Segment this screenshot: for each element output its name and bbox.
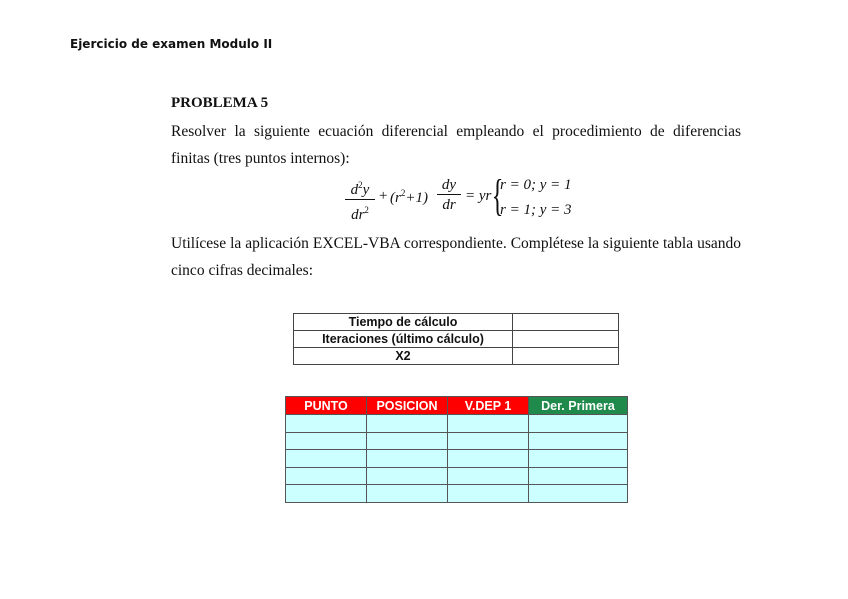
cell[interactable] <box>367 450 448 468</box>
cell[interactable] <box>286 432 367 450</box>
left-brace-icon: { <box>491 171 504 220</box>
plus-sign: + <box>378 188 389 204</box>
cell[interactable] <box>286 485 367 503</box>
boundary-condition-2: r = 1; y = 3 <box>500 202 572 218</box>
problem-statement: Resolver la siguiente ecuación diferencial empleando el procedimiento de diferencias finitas (tres puntos internos): <box>171 123 741 167</box>
cell[interactable] <box>448 432 529 450</box>
cell[interactable] <box>448 485 529 503</box>
cell[interactable] <box>367 467 448 485</box>
table-row <box>286 450 628 468</box>
header-punto: PUNTO <box>286 397 367 415</box>
cell[interactable] <box>448 450 529 468</box>
cell[interactable] <box>529 450 628 468</box>
problem-title: PROBLEMA 5 <box>171 95 269 111</box>
header-vdep1: V.DEP 1 <box>448 397 529 415</box>
table-row <box>294 314 619 331</box>
results-summary-table <box>293 313 619 365</box>
header-der-primera: Der. Primera <box>529 397 628 415</box>
row-label: Iteraciones (último cálculo) <box>294 331 513 348</box>
cell[interactable] <box>529 467 628 485</box>
second-derivative-fraction: $\frac{d^2y}{dr^2}$ <box>345 176 375 225</box>
cell[interactable] <box>286 415 367 433</box>
cell[interactable] <box>367 485 448 503</box>
table-row <box>286 467 628 485</box>
cell[interactable] <box>448 467 529 485</box>
cell[interactable] <box>367 415 448 433</box>
table-row <box>294 348 619 365</box>
boundary-condition-1: r = 0; y = 1 <box>500 177 572 193</box>
table-row <box>286 485 628 503</box>
cell[interactable] <box>286 450 367 468</box>
table-row <box>286 432 628 450</box>
r-squared-term: $(r^2+1)$ <box>390 188 428 206</box>
cell[interactable] <box>529 485 628 503</box>
cell[interactable] <box>529 415 628 433</box>
equals-yr: = yr <box>465 188 492 204</box>
row-value-cell[interactable] <box>513 348 619 365</box>
row-label: X2 <box>294 348 513 365</box>
table-row <box>286 415 628 433</box>
header-posicion: POSICION <box>367 397 448 415</box>
results-points-table <box>285 396 628 503</box>
table-row <box>294 331 619 348</box>
document-header: Ejercicio de examen Modulo II <box>70 37 273 51</box>
cell[interactable] <box>448 415 529 433</box>
table-header-row <box>286 397 628 415</box>
row-label: Tiempo de cálculo <box>294 314 513 331</box>
cell[interactable] <box>286 467 367 485</box>
first-derivative-fraction: $\frac{dy}{dr}$ <box>437 176 461 215</box>
cell[interactable] <box>529 432 628 450</box>
instructions: Utilícese la aplicación EXCEL-VBA correspondiente. Complétese la siguiente tabla usando cinco cifras decimales: <box>171 235 741 279</box>
row-value-cell[interactable] <box>513 314 619 331</box>
cell[interactable] <box>367 432 448 450</box>
row-value-cell[interactable] <box>513 331 619 348</box>
